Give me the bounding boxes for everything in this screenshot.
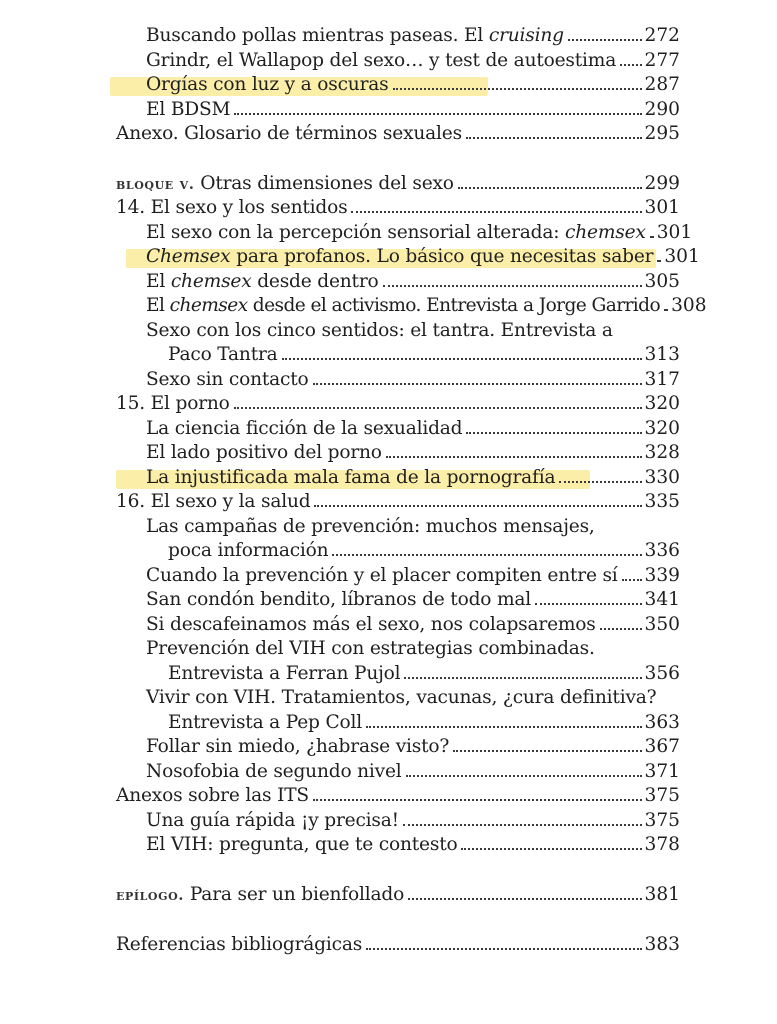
toc-page-number: 330: [644, 466, 680, 488]
toc-entry-title: La ciencia ficción de la sexualidad: [146, 417, 463, 439]
toc-entry-campanas: [116, 515, 680, 540]
toc-page-number: 317: [644, 368, 680, 390]
toc-entry-title: Vivir con VIH. Tratamientos, vacunas, ¿cura definitiva?: [146, 687, 657, 708]
dot-leader: [657, 260, 661, 262]
toc-entry-follar-sin-miedo: [116, 735, 680, 760]
dot-leader: [332, 554, 641, 556]
toc-entry-title: Prevención del VIH con estrategias combinadas.: [146, 638, 595, 659]
toc-entry-bloque-v: [116, 172, 680, 197]
toc-page-number: 356: [644, 662, 680, 684]
toc-entry-title: El VIH: pregunta, que te contesto: [146, 834, 458, 855]
toc-entry-chemsex-activismo: [116, 294, 707, 319]
dot-leader: [383, 285, 642, 287]
dot-leader: [404, 677, 641, 679]
toc-entry-pep-coll: [116, 711, 680, 736]
dot-leader: [314, 505, 641, 507]
toc-entry-title: La injustificada mala fama de la pornografía: [146, 466, 556, 488]
toc-entry-title: Si descafeinamos más el sexo, nos colapsaremos: [146, 613, 596, 635]
toc-entry-paco-tantra: [116, 343, 680, 368]
toc-page-number: 290: [644, 98, 680, 120]
toc-entry-title: Anexos sobre las ITS: [116, 785, 309, 806]
toc-entry-prevencion-vih: [116, 637, 680, 662]
toc-entry-title-italic: chemsex: [170, 270, 252, 292]
dot-leader: [620, 64, 641, 66]
toc-page-number: 301: [656, 221, 693, 243]
toc-entry-chapter-14: [116, 196, 680, 221]
toc-entry-anexos-its: [116, 784, 680, 809]
toc-page-number: 378: [644, 834, 680, 855]
dot-leader: [282, 358, 642, 360]
toc-entry-title: 16. El sexo y la salud: [116, 491, 311, 512]
toc-page-number: 313: [644, 344, 680, 365]
dot-leader: [406, 775, 642, 777]
dot-leader: [234, 113, 641, 115]
section-label: bloque v.: [116, 174, 195, 193]
toc-entry-title-italic: chemsex: [169, 295, 248, 316]
toc-entry-epilogo: [116, 883, 680, 908]
dot-leader: [622, 579, 642, 581]
dot-leader: [458, 187, 642, 189]
toc-page-number: 383: [644, 934, 680, 955]
toc-entry-title: Sexo con los cinco sentidos: el tantra. Entrevista a: [146, 319, 613, 341]
toc-page-number: 299: [644, 172, 680, 194]
toc-page-number: 301: [644, 197, 680, 218]
dot-leader: [403, 824, 642, 826]
toc-page-number: 363: [644, 711, 680, 733]
toc-entry-title-end: desde el activismo. Entrevista a Jorge Garrido: [247, 295, 661, 316]
toc-entry-title-end: desde dentro: [251, 270, 379, 292]
toc-page-number: 328: [644, 442, 680, 463]
toc-page-number: 375: [644, 809, 680, 831]
toc-entry-title: Follar sin miedo, ¿habrase visto?: [146, 736, 450, 757]
toc-entry-ciencia-ficcion: [116, 417, 680, 442]
toc-page-number: 305: [644, 270, 680, 292]
toc-entry-title: Para ser un bienfollado: [184, 883, 405, 905]
toc-entry-percepcion-alterada: [116, 221, 693, 246]
dot-leader: [234, 407, 642, 409]
dot-leader: [535, 603, 641, 605]
section-label: epílogo.: [116, 885, 185, 904]
toc-entry-orgias: [116, 73, 680, 98]
dot-leader: [559, 481, 641, 483]
toc-entry-title: Paco Tantra: [168, 344, 278, 365]
toc-entry-title: San condón bendito, líbranos de todo mal: [146, 589, 532, 610]
toc-entry-bdsm: [116, 98, 680, 123]
toc-page-number: 308: [671, 295, 707, 316]
toc-entry-ferran-pujol: [116, 662, 680, 687]
toc-entry-title-italic: cruising: [488, 25, 564, 46]
toc-entry-prevencion-placer: [116, 564, 680, 589]
toc-entry-grindr: [116, 49, 680, 74]
table-of-contents: [116, 24, 707, 958]
toc-entry-title: Cuando la prevención y el placer compiten entre sí: [146, 564, 618, 586]
dot-leader: [466, 432, 641, 434]
toc-entry-title: Buscando pollas mientras paseas. El: [146, 25, 489, 46]
toc-page-number: 272: [644, 25, 680, 46]
toc-entry-tantra: [116, 319, 680, 344]
toc-entry-chapter-15: [116, 392, 680, 417]
toc-page-number: 367: [644, 736, 680, 757]
toc-entry-title: El sexo con la percepción sensorial alterada:: [146, 221, 566, 243]
toc-entry-san-condon: [116, 588, 680, 613]
toc-entry-title: Una guía rápida ¡y precisa!: [146, 809, 399, 831]
dot-leader: [466, 137, 642, 139]
toc-entry-vih-pregunta: [116, 833, 680, 858]
dot-leader: [393, 88, 642, 90]
dot-leader: [366, 948, 641, 950]
toc-page-number: 320: [644, 417, 680, 439]
toc-entry-poca-informacion: [116, 539, 680, 564]
toc-entry-guia-rapida: [116, 809, 680, 834]
toc-entry-title: El BDSM: [146, 98, 231, 120]
toc-entry-title: Entrevista a Pep Coll: [168, 711, 362, 733]
dot-leader: [650, 236, 654, 238]
toc-entry-title: Nosofobia de segundo nivel: [146, 760, 402, 782]
toc-page-number: 381: [644, 883, 680, 905]
toc-page-number: 339: [644, 564, 680, 586]
toc-entry-descafeinamos: [116, 613, 680, 638]
toc-entry-cruising: [116, 24, 680, 49]
toc-entry-title: Entrevista a Ferran Pujol: [168, 662, 401, 684]
toc-entry-title: Anexo. Glosario de términos sexuales: [116, 123, 462, 144]
toc-entry-title: Sexo sin contacto: [146, 368, 309, 390]
toc-page-number: 320: [644, 393, 680, 414]
dot-leader: [408, 898, 641, 900]
toc-page-number: 287: [644, 74, 680, 95]
toc-entry-title: Las campañas de prevención: muchos mensajes,: [146, 515, 595, 537]
toc-entry-chapter-16: [116, 490, 680, 515]
dot-leader: [600, 628, 642, 630]
toc-page-number: 350: [644, 613, 680, 635]
toc-page-number: 371: [644, 760, 680, 782]
toc-entry-title: Referencias bibliográgicas: [116, 934, 363, 955]
dot-leader: [313, 383, 642, 385]
dot-leader: [461, 848, 641, 850]
toc-entry-mala-fama: [116, 466, 680, 491]
toc-page-number: 336: [644, 540, 680, 561]
toc-entry-anexo-glosario: [116, 122, 680, 147]
toc-page-number: 341: [644, 589, 680, 610]
toc-page-number: 301: [664, 246, 700, 267]
toc-page-number: 335: [644, 491, 680, 512]
dot-leader: [664, 309, 668, 311]
toc-entry-title: Grindr, el Wallapop del sexo… y test de autoestima: [146, 49, 617, 71]
toc-page-number: 295: [644, 123, 680, 144]
toc-entry-title-italic: Chemsex: [146, 246, 231, 267]
toc-entry-title: para profanos. Lo básico que necesitas saber: [230, 246, 654, 267]
toc-entry-title: poca información: [168, 540, 329, 561]
toc-page-number: 375: [644, 785, 680, 806]
dot-leader: [313, 799, 642, 801]
dot-leader: [366, 726, 642, 728]
toc-entry-sexo-sin-contacto: [116, 368, 680, 393]
dot-leader: [386, 456, 642, 458]
toc-entry-lado-positivo: [116, 441, 680, 466]
toc-entry-title-italic: chemsex: [565, 221, 646, 243]
toc-entry-title: El: [146, 295, 170, 316]
toc-entry-chemsex-dentro: [116, 270, 680, 295]
toc-page-number: 277: [644, 49, 680, 71]
dot-leader: [351, 211, 641, 213]
dot-leader: [568, 39, 642, 41]
toc-entry-title: El: [146, 270, 171, 292]
dot-leader: [453, 750, 641, 752]
toc-entry-chemsex-profanos: [116, 245, 700, 270]
toc-entry-title: 14. El sexo y los sentidos: [116, 197, 348, 218]
toc-entry-title: El lado positivo del porno: [146, 442, 382, 463]
toc-entry-title: 15. El porno: [116, 393, 230, 414]
toc-entry-title: Orgías con luz y a oscuras: [146, 74, 389, 95]
toc-entry-vivir-con-vih: [116, 686, 680, 711]
toc-entry-nosofobia: [116, 760, 680, 785]
toc-entry-title: Otras dimensiones del sexo: [194, 172, 454, 194]
toc-entry-referencias: [116, 933, 680, 958]
